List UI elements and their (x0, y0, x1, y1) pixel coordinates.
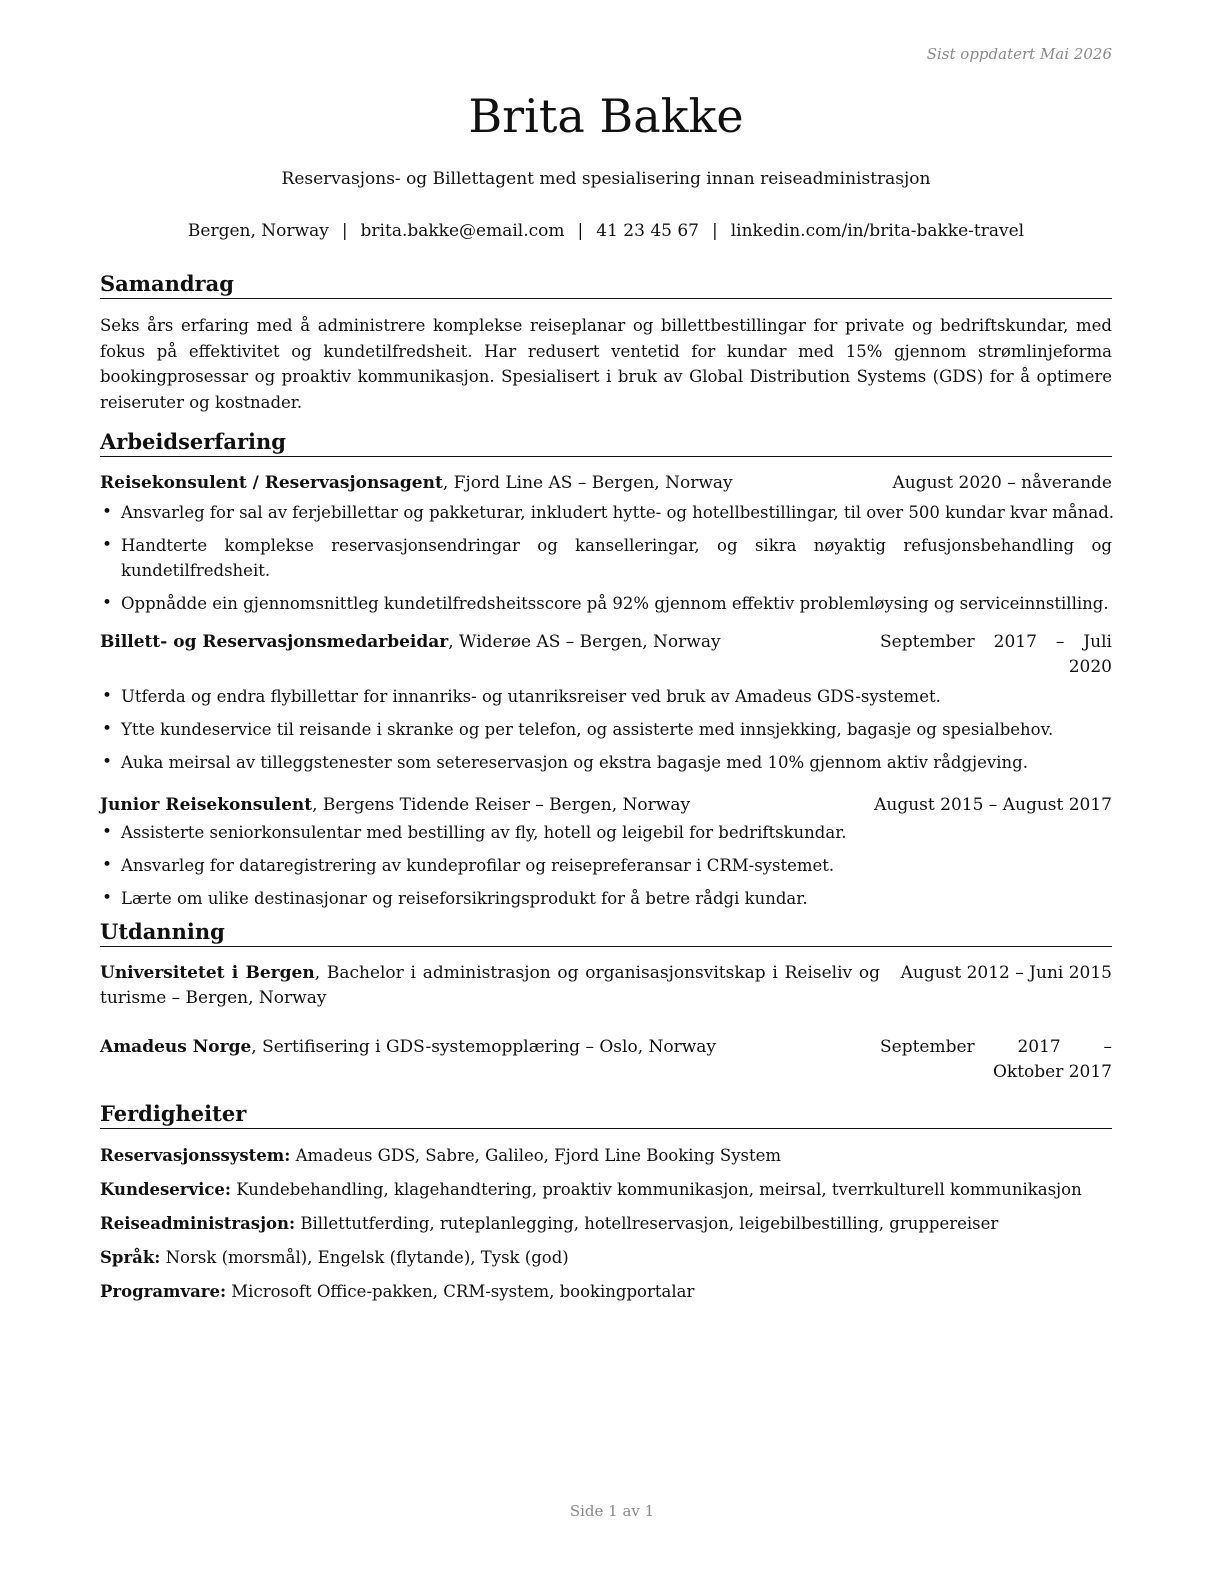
resume-body (100, 271, 1112, 1313)
contact-location: Bergen, Norway (187, 221, 329, 241)
summary-text: Seks års erfaring med å administrere komplekse reiseplanar og billettbestillingar for private og bedriftskundar, med fokus på effektivitet og kundetilfredsheit. Har redusert ventetid for kundar med 15% gjennom strømlinjeforma bookingprosessar og proaktiv kommunikasjon. Spesialisert i bruk av Global Distribution Systems (GDS) for å optimere reiseruter og kostnader. (100, 316, 1112, 412)
skill-value: Microsoft Office-pakken, CRM-system, bookingportalar (226, 1282, 695, 1301)
job-org: , Widerøe AS – Bergen, Norway (448, 632, 721, 652)
skill-row (100, 1245, 1112, 1270)
section-title-experience: Arbeidserfaring (100, 429, 1112, 457)
job-bullets (100, 500, 1112, 616)
job-bullet: • Ansvarleg for sal av ferjebillettar og pakketurar, inkludert hytte- og hotellbestillingar, til over 500 kundar kvar månad. (100, 500, 1112, 525)
skill-row (100, 1211, 1112, 1236)
job-header (100, 471, 1112, 496)
resume-page (100, 0, 1112, 1584)
skill-value: Amadeus GDS, Sabre, Galileo, Fjord Line Booking System (290, 1146, 782, 1165)
section-title-education: Utdanning (100, 919, 1112, 947)
job-bullet: • Ansvarleg for dataregistrering av kundeprofilar og reisepreferansar i CRM-systemet. (100, 853, 1112, 878)
education-header (100, 961, 1112, 1011)
skill-value: Billettutferding, ruteplanlegging, hotellreservasjon, leigebilbestilling, gruppereiser (295, 1214, 999, 1233)
job-entry (100, 793, 1112, 911)
contact-line (100, 220, 1112, 242)
job-bullet: • Utferda og endra flybillettar for innanriks- og utanriksreiser ved bruk av Amadeus GDS-systemet. (100, 684, 1112, 709)
education-dates: September 2017 – Oktober 2017 (880, 1037, 1112, 1082)
education-dates: August 2012 – Juni 2015 (900, 963, 1112, 983)
last-updated-note: Sist oppdatert Mai 2026 (926, 45, 1112, 63)
contact-phone: 41 23 45 67 (596, 221, 699, 241)
education-title-line (100, 1035, 860, 1085)
job-role: Junior Reisekonsulent (100, 795, 313, 815)
candidate-name: Brita Bakke (468, 89, 744, 143)
job-title-line (100, 793, 854, 818)
education-detail: , Sertifisering i GDS-systemopplæring – Oslo, Norway (251, 1037, 717, 1057)
contact-separator: | (577, 221, 584, 241)
candidate-headline: Reservasjons- og Billettagent med spesialisering innan reiseadministrasjon (281, 169, 931, 189)
job-dates: August 2020 – nåverande (892, 473, 1112, 493)
education-entry (100, 1035, 1112, 1085)
job-entry (100, 630, 1112, 775)
education-school: Universitetet i Bergen (100, 963, 315, 983)
section-title-skills: Ferdigheiter (100, 1101, 1112, 1129)
job-bullet: • Ytte kundeservice til reisande i skranke og per telefon, og assisterte med innsjekking, bagasje og spesialbehov. (100, 717, 1112, 742)
job-title-line (100, 630, 860, 680)
job-bullet: • Handterte komplekse reservasjonsendringar og kanselleringar, og sikra nøyaktig refusjonsbehandling og kundetilfredsheit. (100, 533, 1112, 583)
contact-separator: | (341, 221, 348, 241)
job-header (100, 630, 1112, 680)
skill-label: Kundeservice: (100, 1180, 231, 1199)
job-org: , Bergens Tidende Reiser – Bergen, Norway (312, 795, 691, 815)
job-org: , Fjord Line AS – Bergen, Norway (442, 473, 733, 493)
skill-row (100, 1279, 1112, 1304)
skill-label: Reiseadministrasjon: (100, 1214, 296, 1233)
page-number: Side 1 av 1 (569, 1502, 655, 1520)
skill-label: Reservasjonssystem: (100, 1146, 291, 1165)
skills-list (100, 1143, 1112, 1304)
education-header (100, 1035, 1112, 1085)
contact-email[interactable]: brita.bakke@email.com (360, 221, 565, 241)
contact-separator: | (712, 221, 718, 241)
job-header (100, 793, 1112, 818)
job-dates: September 2017 – Juli 2020 (880, 632, 1112, 677)
skill-label: Programvare: (100, 1282, 227, 1301)
skill-label: Språk: (100, 1248, 161, 1267)
job-bullets (100, 684, 1112, 775)
skill-row (100, 1177, 1112, 1202)
job-entry (100, 471, 1112, 616)
job-bullet: • Assisterte seniorkonsulentar med bestilling av fly, hotell og leigebil for bedriftskundar. (100, 820, 1112, 845)
section-title-summary: Samandrag (100, 271, 1112, 299)
contact-linkedin[interactable]: linkedin.com/in/brita-bakke-travel (730, 221, 1025, 241)
skill-row (100, 1143, 1112, 1168)
education-school: Amadeus Norge (100, 1037, 252, 1057)
education-detail: , Bachelor i administrasjon og organisasjonsvitskap i Reiseliv og turisme – Bergen, Norway (100, 963, 880, 1008)
education-title-line (100, 961, 880, 1011)
skill-value: Norsk (morsmål), Engelsk (flytande), Tysk (god) (160, 1248, 569, 1267)
job-bullet: • Auka meirsal av tilleggstenester som setereservasjon og ekstra bagasje med 10% gjennom aktiv rådgjeving. (100, 750, 1112, 775)
job-dates: August 2015 – August 2017 (874, 795, 1112, 815)
job-bullet: • Oppnådde ein gjennomsnittleg kundetilfredsheitsscore på 92% gjennom effektiv problemløysing og serviceinnstilling. (100, 591, 1112, 616)
job-bullet: • Lærte om ulike destinasjonar og reiseforsikringsprodukt for å betre rådgi kundar. (100, 886, 1112, 911)
job-role: Billett- og Reservasjonsmedarbeidar (100, 632, 449, 652)
education-entry (100, 961, 1112, 1011)
skill-value: Kundebehandling, klagehandtering, proaktiv kommunikasjon, meirsal, tverrkulturell kommunikasjon (230, 1180, 1082, 1199)
job-title-line (100, 471, 873, 496)
job-role: Reisekonsulent / Reservasjonsagent (100, 473, 443, 493)
job-bullets (100, 820, 1112, 911)
